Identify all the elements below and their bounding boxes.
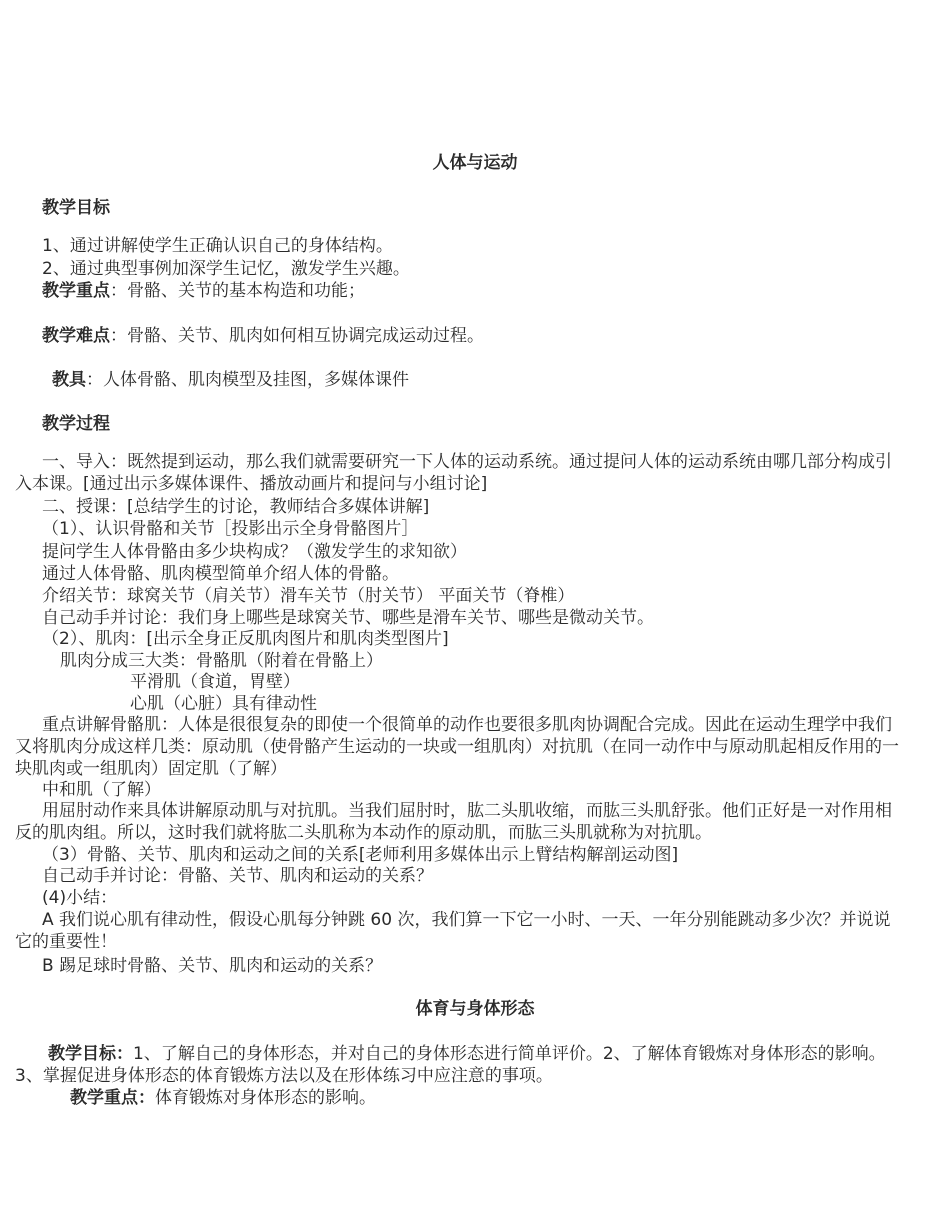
objective-2: 2、通过典型事例加深学生记忆，激发学生兴趣。 <box>42 259 410 279</box>
summary-b: B 踢足球时骨骼、关节、肌肉和运动的关系？ <box>42 956 383 976</box>
part-1-model: 通过人体骨骼、肌肉模型简单介绍人体的骨骼。 <box>42 564 399 584</box>
difficulty-label: 教学难点 <box>42 326 110 346</box>
objectives-text-2: 1、了解自己的身体形态，并对自己的身体形态进行简单评价。2、了解体育锻炼对身体形态的影响。3、掌握促进身体形态的体育锻炼方法以及在形体练习中应注意的事项。 <box>15 1044 886 1086</box>
part-2-heading: （2）、肌肉：[出示全身正反肌肉图片和肌肉类型图片] <box>42 629 449 649</box>
muscle-types-1: 肌肉分成三大类：骨骼肌（附着在骨骼上） <box>60 651 383 671</box>
skeletal-muscle-paragraph: 重点讲解骨骼肌：人体是很很复杂的即使一个很简单的动作也要很多肌肉协调配合完成。因此在运动生理学中我们又将肌肉分成这样几类：原动肌（使骨骼产生运动的一块或一组肌肉）对抗肌（在同一动作中与原动肌起相反作用的一块肌肉或一组肌肉）固定肌（了解） <box>15 715 899 779</box>
tools-label: 教具 <box>52 370 86 390</box>
section-title-2: 体育与身体形态 <box>415 999 535 1019</box>
section-2-objectives <box>15 1043 905 1087</box>
tools-text: ：人体骨骼、肌肉模型及挂图，多媒体课件 <box>86 370 409 390</box>
focus-label-2: 教学重点： <box>70 1088 155 1108</box>
part-4-heading: (4)小结： <box>42 888 118 908</box>
neutralizer-muscle: 中和肌（了解） <box>42 780 161 800</box>
section-title: 人体与运动 <box>432 153 518 173</box>
summary-a: A 我们说心肌有律动性，假设心肌每分钟跳 60 次，我们算一下它一小时、一天、一年分别能跳动多少次？并说说它的重要性！ <box>15 910 891 952</box>
part-1-question: 提问学生人体骨骼由多少块构成？（激发学生的求知欲） <box>42 542 467 562</box>
teaching-focus <box>42 280 932 302</box>
objectives-heading: 教学目标 <box>42 198 110 218</box>
muscle-types-3: 心肌（心脏）具有律动性 <box>130 694 317 714</box>
process-heading: 教学过程 <box>42 414 110 434</box>
muscle-types-2: 平滑肌（食道，胃壁） <box>130 672 300 692</box>
elbow-flexion-paragraph: 用屈肘动作来具体讲解原动肌与对抗肌。当我们屈肘时，肱二头肌收缩，而肱三头肌舒张。他们正好是一对作用相反的肌肉组。所以，这时我们就将肱二头肌称为本动作的原动肌，而肱三头肌就称为对抗肌。 <box>15 801 892 843</box>
focus-label: 教学重点 <box>42 281 110 301</box>
part-1-joints: 介绍关节：球窝关节（肩关节）滑车关节（肘关节） 平面关节（脊椎） <box>42 586 575 606</box>
intro-paragraph: 一、导入：既然提到运动，那么我们就需要研究一下人体的运动系统。通过提问人体的运动系统由哪几部分构成引入本课。[通过出示多媒体课件、播放动画片和提问与小组讨论] <box>15 452 892 494</box>
objectives-label-2: 教学目标： <box>48 1044 133 1064</box>
part-1-heading: （1）、认识骨骼和关节［投影出示全身骨骼图片］ <box>42 519 419 539</box>
teach-line: 二、授课：[总结学生的讨论，教师结合多媒体讲解] <box>42 497 430 517</box>
focus-text-2: 体育锻炼对身体形态的影响。 <box>155 1088 376 1108</box>
teaching-difficulty <box>42 325 932 347</box>
focus-text: ：骨骼、关节的基本构造和功能； <box>110 281 365 301</box>
part-1-discussion: 自己动手并讨论：我们身上哪些是球窝关节、哪些是滑车关节、哪些是微动关节。 <box>42 608 654 628</box>
teaching-tools <box>52 369 942 391</box>
section-2-focus <box>70 1087 950 1109</box>
part-3-discussion: 自己动手并讨论：骨骼、关节、肌肉和运动的关系？ <box>42 866 433 886</box>
difficulty-text: ：骨骼、关节、肌肉如何相互协调完成运动过程。 <box>110 326 484 346</box>
part-3-heading: （3）骨骼、关节、肌肉和运动之间的关系[老师利用多媒体出示上臂结构解剖运动图] <box>42 845 679 865</box>
objective-1: 1、通过讲解使学生正确认识自己的身体结构。 <box>42 236 393 256</box>
